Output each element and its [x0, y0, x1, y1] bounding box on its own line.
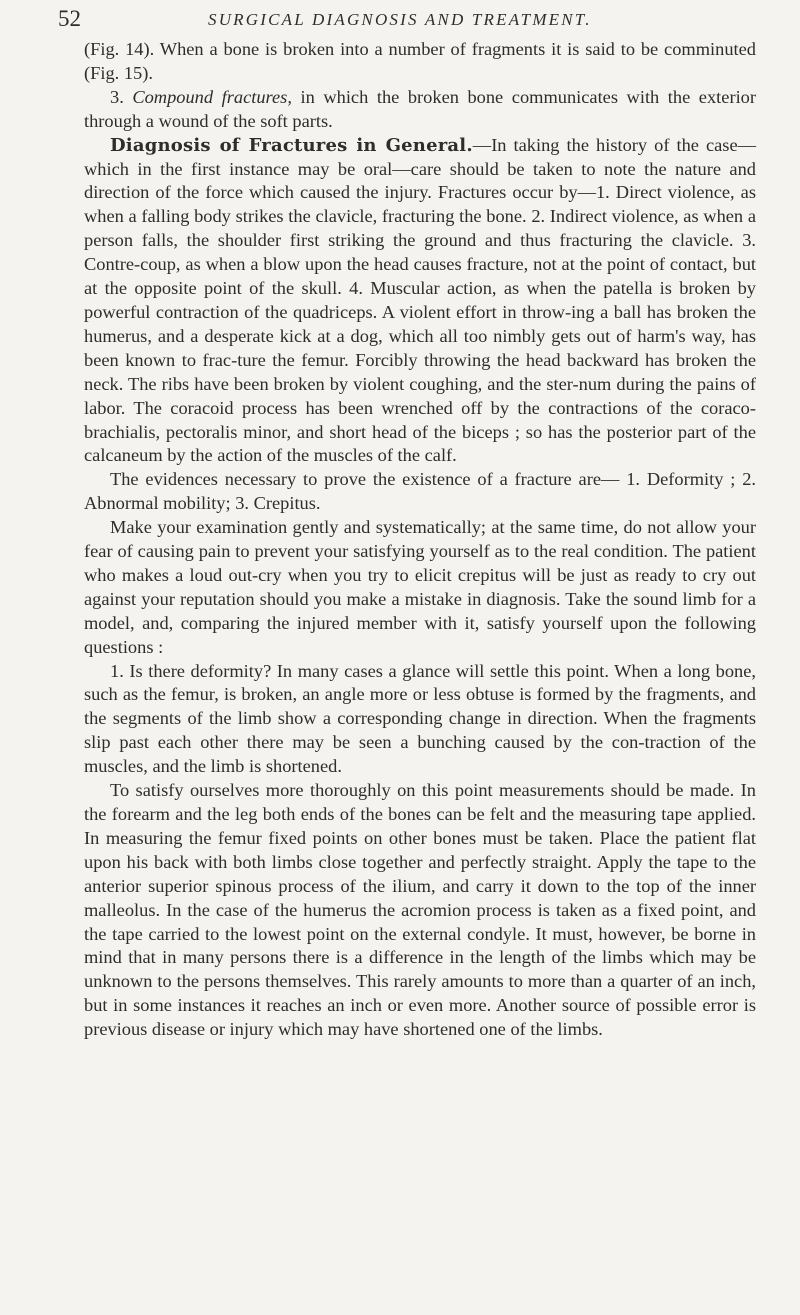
page-header	[0, 6, 800, 32]
paragraph-fig-reference: (Fig. 14). When a bone is broken into a number of fragments it is said to be comminuted (Fig. 15).	[84, 39, 756, 83]
compound-fractures-term: Compound fractures,	[132, 86, 292, 107]
paragraph-diagnosis	[84, 134, 756, 469]
paragraph-deformity: 1. Is there deformity? In many cases a glance will settle this point. When a long bone, such as the femur, is broken, an angle more or less obtuse is formed by the fragments, and the segments of the limb show a corresponding change in direction. When the fragments slip past each other there may be seen a bunching caused by the con-traction of the muscles, and the limb is shortened.	[84, 660, 756, 777]
paragraph-measurements: To satisfy ourselves more thoroughly on this point measurements should be made. In the forearm and the leg both ends of the bones can be felt and the measuring tape applied. In measuring the femur fixed points on other bones must be taken. Place the patient flat upon his back with both limbs close together and perfectly straight. Apply the tape to the anterior superior spinous process of the ilium, and carry it down to the top of the inner malleolus. In the case of the humerus the acromion process is taken as a fixed point, and the tape carried to the lowest point on the external condyle. It must, however, be borne in mind that in many persons there is a difference in the length of the limbs which may be unknown to the persons themselves. This rarely amounts to more than a quarter of an inch, but in some instances it reaches an inch or even more. Another source of possible error is previous disease or injury which may have shortened one of the limbs.	[84, 780, 756, 1040]
paragraph-evidences: The evidences necessary to prove the existence of a fracture are— 1. Deformity ; 2. Abnormal mobility; 3. Crepitus.	[84, 469, 756, 514]
page-number: 52	[58, 6, 81, 31]
paragraph-examination: Make your examination gently and systematically; at the same time, do not allow your fear of causing pain to prevent your satisfying yourself as to the real condition. The patient who makes a loud out-cry when you try to elicit crepitus will be just as ready to cry out against your reputation should you make a mistake in diagnosis. Take the sound limb for a model, and, comparing the injured member with it, satisfy yourself upon the following questions :	[84, 517, 756, 657]
running-title: SURGICAL DIAGNOSIS AND TREATMENT.	[208, 10, 592, 29]
body-text	[84, 38, 756, 1042]
list-number: 3.	[110, 86, 133, 107]
diagnosis-text: —In taking the history of the case—which in the first instance may be oral—care should be taken to note the nature and direction of the force which caused the injury. Fractures occur by—1. Direct violence, as when a falling body strikes the clavicle, fracturing the bone. 2. Indirect violence, as when a person falls, the shoulder first striking the ground and thus fracturing the clavicle. 3. Contre-coup, as when a blow upon the head causes fracture, not at the point of contact, but at the opposite point of the skull. 4. Muscular action, as when the patella is broken by powerful contraction of the quadriceps. A violent effort in throw-ing a ball has broken the humerus, and a desperate kick at a dog, which all too nimbly gets out of harm's way, has been known to frac-ture the femur. Forcibly throwing the head backward has broken the neck. The ribs have been broken by violent coughing, and the ster-num during the pains of labor. The coracoid process has been wrenched off by the contractions of the coraco-brachialis, pectoralis minor, and short head of the biceps ; so has the posterior part of the calcaneum by the action of the muscles of the calf.	[84, 134, 756, 466]
compound-fractures-text: in which the broken bone communicates with the exterior through a wound of the soft parts.	[84, 86, 756, 131]
section-heading: Diagnosis of Fractures in General.	[110, 134, 473, 156]
paragraph-compound-fractures	[84, 86, 756, 134]
